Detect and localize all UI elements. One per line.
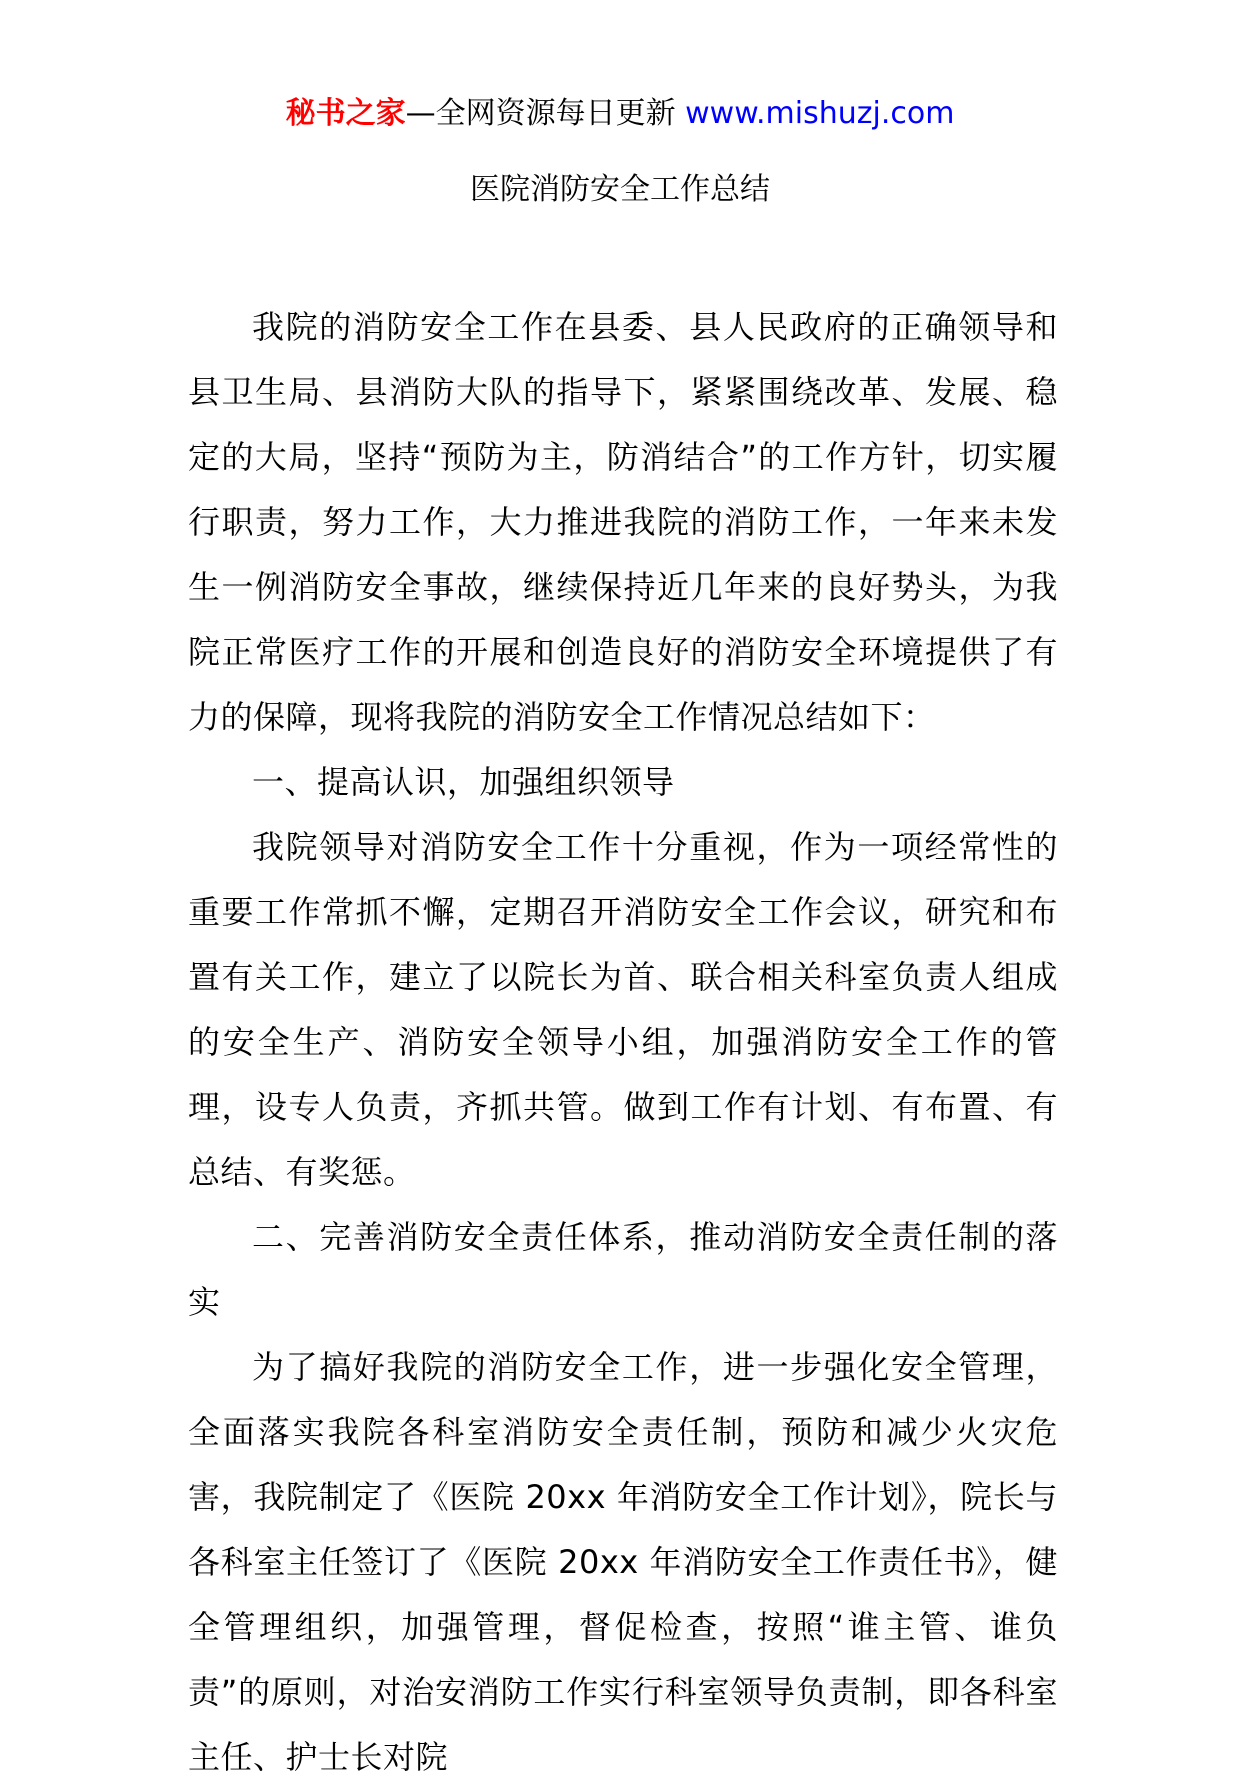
document-title: 医院消防安全工作总结 (470, 172, 770, 207)
body-paragraph: 我院领导对消防安全工作十分重视，作为一项经常性的重要工作常抓不懈，定期召开消防安全工作会议，研究和布置有关工作，建立了以院长为首、联合相关科室负责人组成的安全生产、消防安全领导小组，加强消防安全工作的管理，设专人负责，齐抓共管。做到工作有计划、有布置、有总结、有奖惩。 (188, 828, 1058, 1191)
section-heading: 一、提高认识，加强组织领导 (252, 763, 675, 801)
body-paragraph: 为了搞好我院的消防安全工作，进一步强化安全管理，全面落实我院各科室消防安全责任制，预防和减少火灾危害，我院制定了《医院 20xx 年消防安全工作计划》，院长与各科室主任签订了《医院 20xx 年消防安全工作责任书》，健全管理组织，加强管理，督促检查，按照“谁主管、谁负责”的原则，对治安消防工作实行科室领导负责制，即各科室主任、护士长对院 (188, 1348, 1058, 1776)
section-heading: 二、完善消防安全责任体系，推动消防安全责任制的落实 (188, 1218, 1058, 1321)
brand-name: 秘书之家 (285, 96, 406, 131)
header-tagline: —全网资源每日更新 (405, 96, 686, 131)
site-header (0, 94, 1240, 134)
document-body (188, 295, 1058, 1790)
site-url-link[interactable]: www.mishuzj.com (685, 96, 955, 131)
body-paragraph: 我院的消防安全工作在县委、县人民政府的正确领导和县卫生局、县消防大队的指导下，紧紧围绕改革、发展、稳定的大局，坚持“预防为主，防消结合”的工作方针，切实履行职责，努力工作，大力推进我院的消防工作，一年来未发生一例消防安全事故，继续保持近几年来的良好势头，为我院正常医疗工作的开展和创造良好的消防安全环境提供了有力的保障，现将我院的消防安全工作情况总结如下： (188, 308, 1058, 736)
